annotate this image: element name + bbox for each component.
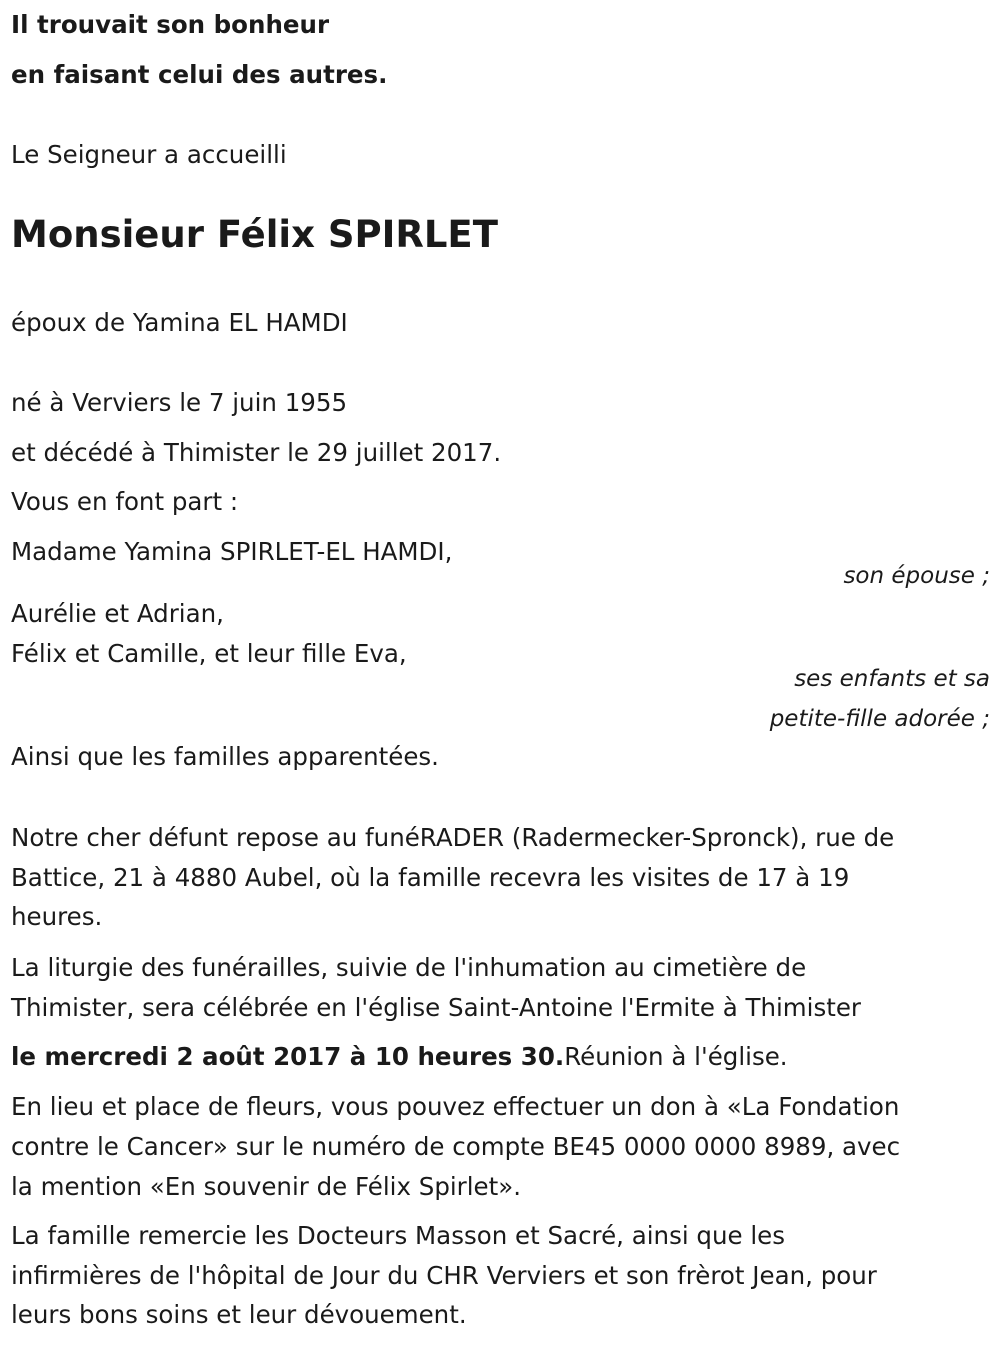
children-line-2: Félix et Camille, et leur fille Eva, <box>11 639 407 668</box>
funeral-date: le mercredi 2 août 2017 à 10 heures 30. <box>11 1042 565 1071</box>
relatives-line: Ainsi que les familles apparentées. <box>11 742 439 771</box>
liturgy-line-2: Thimister, sera célébrée en l'église Saint-Antoine l'Ermite à Thimister <box>11 993 861 1022</box>
donation-line-1: En lieu et place de fleurs, vous pouvez effectuer un don à «La Fondation <box>11 1092 900 1121</box>
rest-line-1: Notre cher défunt repose au funéRADER (Radermecker-Spronck), rue de <box>11 823 895 852</box>
meeting-place: Réunion à l'église. <box>564 1042 788 1071</box>
liturgy-line-1: La liturgie des funérailles, suivie de l'inhumation au cimetière de <box>11 953 807 982</box>
liturgy-date-line <box>11 1037 788 1077</box>
deceased-name: Monsieur Félix SPIRLET <box>11 213 498 256</box>
birth-line: né à Verviers le 7 juin 1955 <box>11 388 348 417</box>
epigraph-line-2: en faisant celui des autres. <box>11 60 388 89</box>
donation-line-2: contre le Cancer» sur le numéro de compte BE45 0000 0000 8989, avec <box>11 1132 901 1161</box>
children-role-line-1: ses enfants et sa <box>794 666 990 692</box>
spouse-line: époux de Yamina EL HAMDI <box>11 308 348 337</box>
donation-line-3: la mention «En souvenir de Félix Spirlet». <box>11 1172 522 1201</box>
children-line-1: Aurélie et Adrian, <box>11 599 224 628</box>
rest-line-2: Battice, 21 à 4880 Aubel, où la famille recevra les visites de 17 à 19 <box>11 863 850 892</box>
epigraph-line-1: Il trouvait son bonheur <box>11 10 330 39</box>
thanks-line-3: leurs bons soins et leur dévouement. <box>11 1300 467 1329</box>
rest-line-3: heures. <box>11 902 103 931</box>
spouse-name: Madame Yamina SPIRLET-EL HAMDI, <box>11 537 453 566</box>
thanks-line-1: La famille remercie les Docteurs Masson et Sacré, ainsi que les <box>11 1221 786 1250</box>
thanks-line-2: infirmières de l'hôpital de Jour du CHR Verviers et son frèrot Jean, pour <box>11 1261 877 1290</box>
death-line: et décédé à Thimister le 29 juillet 2017. <box>11 438 502 467</box>
announce-line: Vous en font part : <box>11 487 239 516</box>
children-role-line-2: petite-fille adorée ; <box>769 706 990 732</box>
spouse-role: son épouse ; <box>843 563 990 589</box>
intro-text: Le Seigneur a accueilli <box>11 140 287 169</box>
